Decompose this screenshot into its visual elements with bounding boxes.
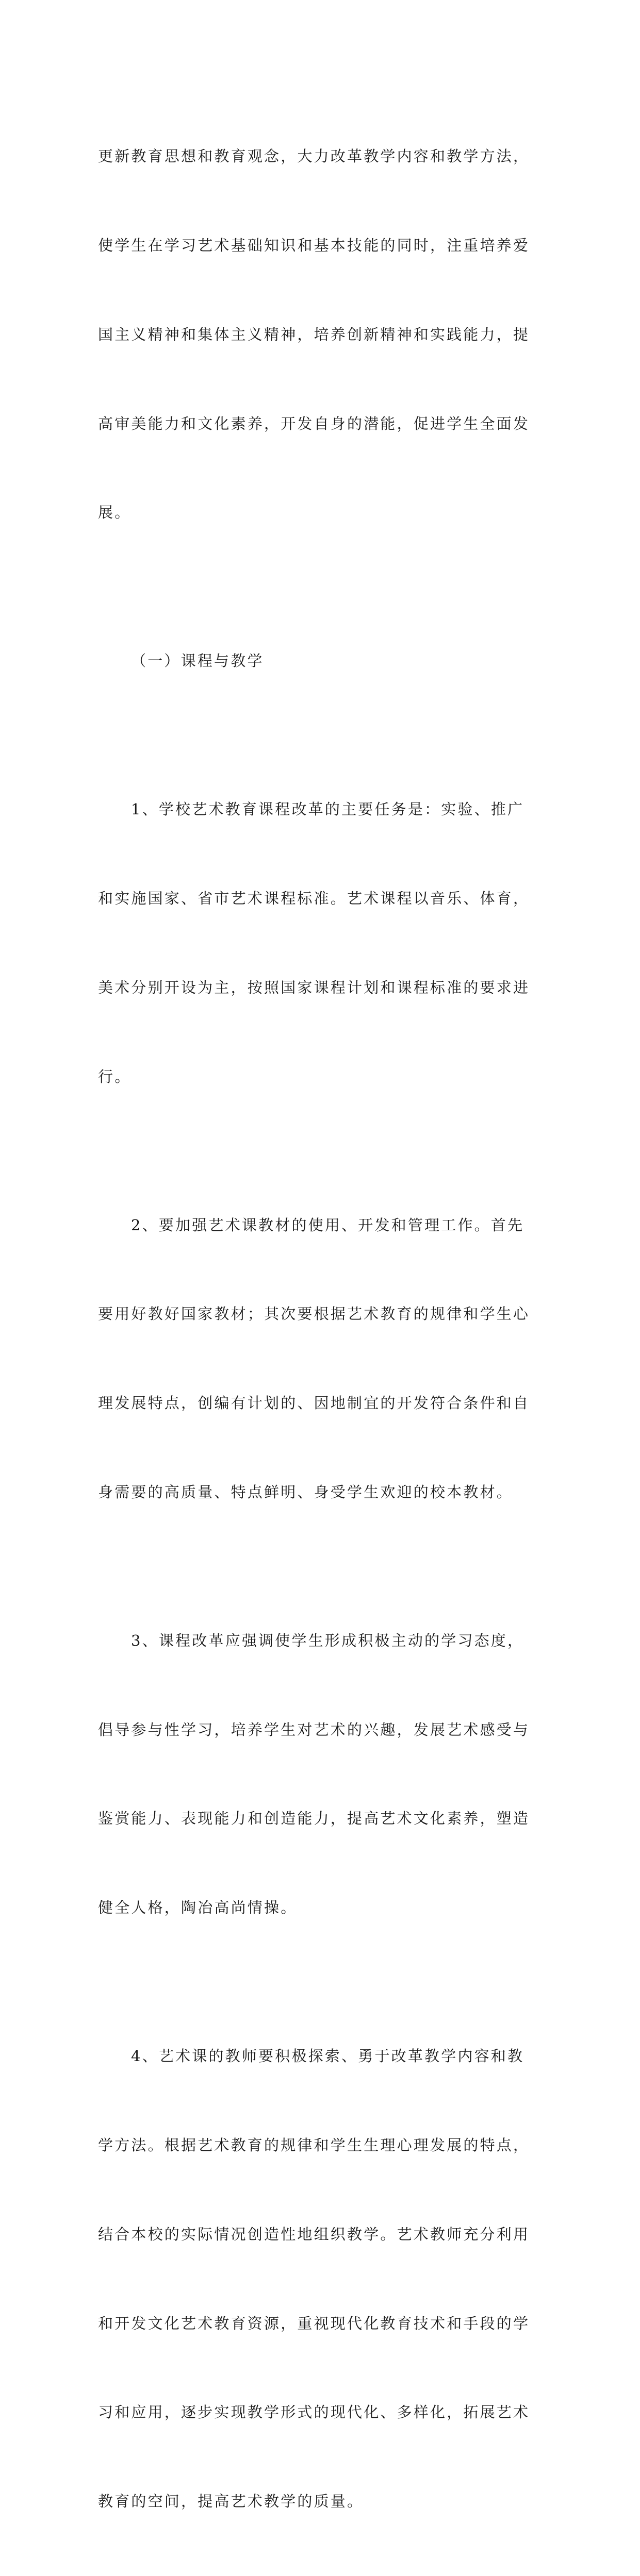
text-line: 健全人格，陶冶高尚情操。 — [98, 1899, 298, 1917]
text-line: 倡导参与性学习，培养学生对艺术的兴趣，发展艺术感受与 — [98, 1720, 530, 1738]
text-line: 展。 — [98, 504, 132, 522]
text-line: 理发展特点，创编有计划的、因地制宜的开发符合条件和自 — [98, 1394, 530, 1412]
text-line-first: 2、要加强艺术课教材的使用、开发和管理工作。首先 — [131, 1216, 524, 1234]
paragraph-continued — [98, 82, 547, 587]
text-line: 美术分别开设为主，按照国家课程计划和课程标准的要求进 — [98, 978, 530, 996]
paragraph-item-2 — [98, 1151, 547, 1566]
text-line: 行。 — [98, 1067, 132, 1085]
text-line: 习和应用，逐步实现教学形式的现代化、多样化，拓展艺术 — [98, 2403, 530, 2421]
text-line: 要用好教好国家教材；其次要根据艺术教育的规律和学生心 — [98, 1305, 530, 1323]
text-line: 学方法。根据艺术教育的规律和学生生理心理发展的特点， — [98, 2136, 530, 2154]
text-line: 使学生在学习艺术基础知识和基本技能的同时，注重培养爱 — [98, 236, 530, 254]
text-line: 和实施国家、省市艺术课程标准。艺术课程以音乐、体育， — [98, 890, 530, 908]
text-line-first: 3、课程改革应强调使学生形成积极主动的学习态度， — [131, 1631, 524, 1649]
text-line: 国主义精神和集体主义精神，培养创新精神和实践能力，提 — [98, 325, 530, 343]
text-line: 鉴赏能力、表现能力和创造能力，提高艺术文化素养，塑造 — [98, 1810, 530, 1828]
paragraph-item-3 — [98, 1567, 547, 1982]
text-line-first: 4、艺术课的教师要积极探索、勇于改革教学内容和教 — [131, 2047, 524, 2065]
text-line: 教育的空间，提高艺术教学的质量。 — [98, 2493, 364, 2511]
document-body — [98, 82, 547, 2576]
text-line-first: 1、学校艺术教育课程改革的主要任务是：实验、推广 — [131, 800, 524, 818]
text-line: 高审美能力和文化素养，开发自身的潜能，促进学生全面发 — [98, 414, 530, 432]
text-line: 和开发文化艺术教育资源，重视现代化教育技术和手段的学 — [98, 2314, 530, 2332]
text-line: 更新教育思想和教育观念，大力改革教学内容和教学方法， — [98, 147, 530, 165]
paragraph-item-1 — [98, 735, 547, 1151]
text-line: 结合本校的实际情况创造性地组织教学。艺术教师充分利用 — [98, 2225, 530, 2243]
text-line: 身需要的高质量、特点鲜明、身受学生欢迎的校本教材。 — [98, 1483, 514, 1501]
heading-text: （一）课程与教学 — [131, 652, 264, 670]
paragraph-item-4 — [98, 1982, 547, 2576]
section-heading — [98, 587, 547, 735]
